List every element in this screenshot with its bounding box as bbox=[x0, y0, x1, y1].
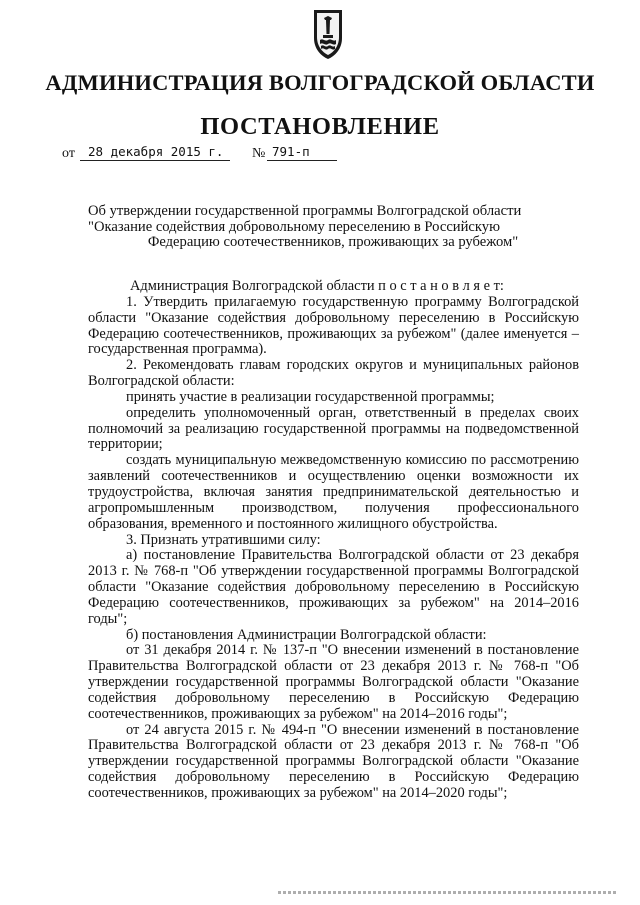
body-paragraph: принять участие в реализации государственной программы; bbox=[126, 388, 495, 405]
print-footer-mark bbox=[278, 891, 618, 894]
body-paragraph: 2. Рекомендовать главам городских округов и муниципальных районов Волгоградской области: bbox=[88, 357, 579, 390]
body-paragraph: от 31 декабря 2014 г. № 137-п "О внесении изменений в постановление Правительства Волгоградской области от 23 декабря 2013 г. № 768-п "Об утверждении государственной программы Волгоградской области "Оказание содействия добровольному переселению в Российскую Федерацию соотечественников, проживающих за рубежом" на 2014–2016 годы"; bbox=[88, 642, 579, 722]
document-subject bbox=[88, 204, 578, 251]
body-paragraph: а) постановление Правительства Волгоградской области от 23 декабря 2013 г. № 768-п "Об утверждении государственной программы Волгоградской области "Оказание содействия добровольному переселению в Российскую Федерацию соотечественников, проживающих за рубежом" на 2014–2016 годы"; bbox=[88, 547, 579, 627]
preamble-paragraph: Администрация Волгоградской области п о с т а н о в л я е т: bbox=[130, 278, 504, 294]
from-label: от bbox=[62, 146, 75, 161]
body-paragraph: от 24 августа 2015 г. № 494-п "О внесении изменений в постановление Правительства Волгоградской области от 23 декабря 2013 г. № 768-п "Об утверждении государственной программы Волгоградской области "Оказание содействия добровольному переселению в Российскую Федерацию соотечественников, проживающих за рубежом" на 2014–2020 годы"; bbox=[88, 721, 579, 801]
body-paragraph: 1. Утвердить прилагаемую государственную программу Волгоградской области "Оказание содействия добровольному переселению в Российскую Федерацию соотечественников, проживающих за рубежом" (далее именуется – государственная программа). bbox=[88, 293, 579, 358]
body-paragraph: определить уполномоченный орган, ответственный в пределах своих полномочий за реализацию государственной программы на подведомственной территории; bbox=[88, 404, 579, 453]
document-type-title: ПОСТАНОВЛЕНИЕ bbox=[200, 113, 440, 140]
body-paragraph: создать муниципальную межведомственную комиссию по рассмотрению заявлений соотечественников и осуществлению оценки возможности их трудоустройства, включая занятия предпринимательской деятельностью и агропромышленным производством, получения профессионального образования, временного и постоянного жилищного обустройства. bbox=[88, 452, 579, 532]
subject-line: "Оказание содействия добровольному переселению в Российскую bbox=[88, 218, 500, 235]
document-number: 791-п bbox=[272, 144, 310, 159]
number-label: № bbox=[252, 146, 266, 161]
document-date: 28 декабря 2015 г. bbox=[88, 144, 224, 159]
body-paragraph: 3. Признать утратившими силу: bbox=[126, 531, 321, 548]
body-paragraph: б) постановления Администрации Волгоградской области: bbox=[126, 626, 487, 643]
coat-of-arms-icon bbox=[311, 8, 345, 60]
document-body bbox=[88, 279, 579, 802]
date-number-line bbox=[62, 142, 362, 164]
organization-title: АДМИНИСТРАЦИЯ ВОЛГОГРАДСКОЙ ОБЛАСТИ bbox=[45, 70, 595, 95]
date-underline bbox=[80, 160, 230, 161]
subject-line: Об утверждении государственной программы Волгоградской области bbox=[88, 203, 522, 219]
number-underline bbox=[267, 160, 337, 161]
subject-line: Федерацию соотечественников, проживающих за рубежом" bbox=[147, 234, 519, 250]
